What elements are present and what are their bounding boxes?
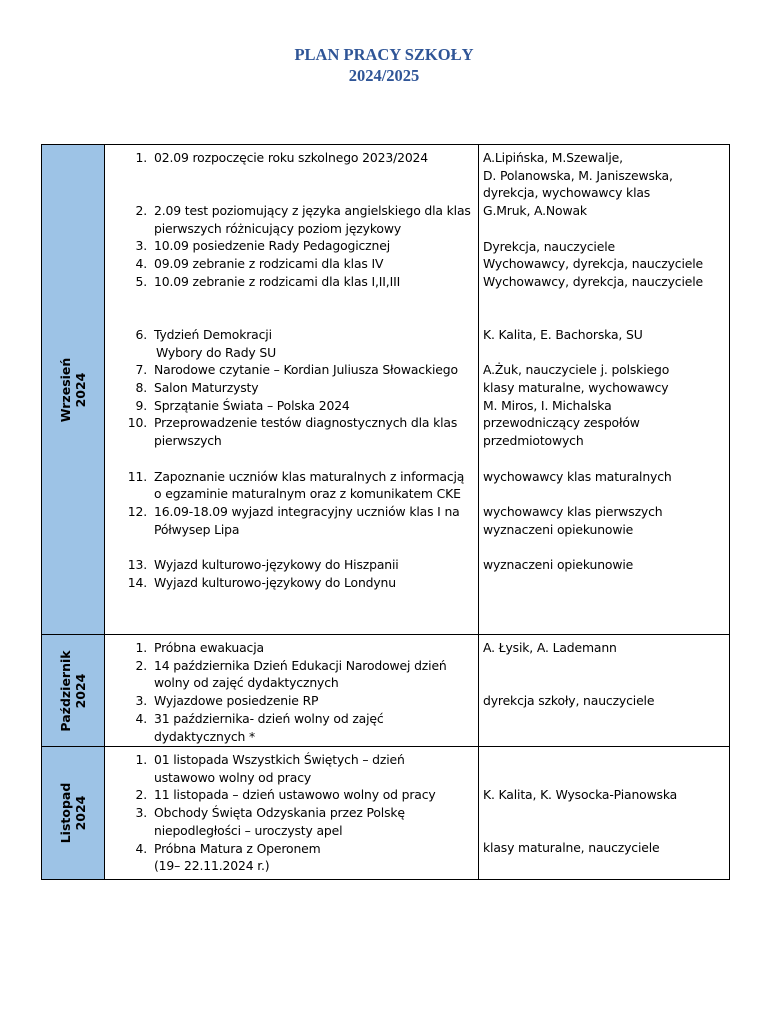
responsible-text: wyznaczeni opiekunowie	[483, 521, 634, 537]
event-item	[105, 574, 476, 592]
responsible-text: wyznaczeni opiekunowie	[483, 557, 634, 573]
event-item	[105, 538, 476, 556]
month-row	[42, 145, 730, 635]
events-cell	[105, 635, 479, 747]
responsible-text	[483, 822, 727, 840]
event-item	[105, 450, 476, 468]
event-number: 4.	[135, 840, 147, 856]
responsible-text: A.Lipińska, M.Szewalje,	[483, 150, 623, 165]
event-item	[105, 184, 476, 202]
responsible-text: D. Polanowska, M. Janiszewska,	[483, 167, 673, 183]
event-item	[105, 361, 476, 379]
responsible-list	[479, 747, 729, 857]
event-number: 3.	[135, 693, 147, 709]
responsible-cell	[479, 635, 730, 747]
event-item	[105, 414, 476, 449]
event-text: 10.09 posiedzenie Rady Pedagogicznej	[154, 238, 390, 254]
events-cell	[105, 747, 479, 880]
event-item	[105, 291, 476, 309]
responsible-text: wychowawcy klas maturalnych	[483, 468, 672, 484]
event-item	[105, 710, 476, 745]
event-text: Wyjazd kulturowo-językowy do Londynu	[154, 574, 396, 590]
event-item	[105, 591, 476, 609]
event-item	[105, 397, 476, 415]
responsible-text	[483, 308, 727, 326]
responsible-text: A.Żuk, nauczyciele j. polskiego	[483, 362, 670, 378]
event-text: Próbna Matura z Operonem	[154, 840, 321, 856]
event-text: pierwszych różnicujący poziom językowy	[154, 220, 402, 236]
event-number: 10.	[127, 415, 147, 431]
event-text: Wyjazdowe posiedzenie RP	[154, 693, 319, 709]
event-item	[105, 692, 476, 710]
responsible-text	[483, 450, 727, 468]
responsible-text	[483, 769, 727, 787]
event-item	[105, 273, 476, 291]
responsible-text: Wychowawcy, dyrekcja, nauczyciele	[483, 256, 703, 272]
responsible-text	[483, 291, 727, 309]
school-plan-table	[41, 144, 730, 880]
responsible-text	[483, 657, 727, 675]
event-text: 09.09 zebranie z rodzicami dla klas IV	[154, 256, 384, 272]
event-item	[105, 840, 476, 875]
event-item	[105, 639, 476, 657]
month-name: Październik	[58, 649, 73, 732]
event-text: ustawowo wolny od pracy	[154, 769, 312, 785]
event-number: 7.	[135, 362, 147, 378]
month-year: 2024	[73, 673, 88, 708]
event-number: 13.	[127, 557, 147, 573]
event-text: Tydzień Demokracji	[154, 326, 272, 342]
event-text	[154, 291, 476, 309]
event-number: 1.	[135, 752, 147, 767]
responsible-text: klasy maturalne, wychowawcy	[483, 380, 669, 396]
event-item	[105, 308, 476, 326]
responsible-text: K. Kalita, E. Bachorska, SU	[483, 326, 643, 342]
document-title: PLAN PRACY SZKOŁY	[294, 45, 474, 64]
event-number: 11.	[127, 468, 147, 484]
responsible-text	[483, 804, 727, 822]
event-text: Sprzątanie Świata – Polska 2024	[154, 397, 350, 413]
event-number: 14.	[127, 574, 147, 590]
event-item	[105, 556, 476, 574]
responsible-text: wychowawcy klas pierwszych	[483, 503, 663, 519]
responsible-list	[479, 635, 729, 710]
event-item	[105, 379, 476, 397]
month-label	[58, 650, 88, 731]
responsible-text	[483, 220, 727, 238]
event-text: Próbna ewakuacja	[154, 640, 264, 655]
responsible-text	[483, 751, 727, 769]
event-text	[154, 308, 476, 326]
month-row	[42, 635, 730, 747]
responsible-text: dyrekcja, wychowawcy klas	[483, 185, 651, 201]
event-item	[105, 202, 476, 237]
event-item	[105, 786, 476, 804]
event-text	[154, 538, 476, 556]
responsible-text: przewodniczący zespołów	[483, 415, 640, 431]
event-text: niepodległości – uroczysty apel	[154, 822, 343, 838]
event-text: Salon Maturzysty	[154, 380, 259, 396]
responsible-text: Dyrekcja, nauczyciele	[483, 238, 615, 254]
event-number: 8.	[135, 380, 147, 396]
event-text: Wybory do Rady SU	[156, 344, 277, 360]
event-number: 2.	[135, 787, 147, 803]
responsible-text: klasy maturalne, nauczyciele	[483, 840, 660, 856]
event-item	[105, 468, 476, 503]
event-number: 4.	[135, 256, 147, 272]
event-text	[154, 167, 476, 185]
event-number: 1.	[135, 640, 147, 655]
month-cell	[42, 747, 105, 880]
responsible-text: przedmiotowych	[483, 433, 584, 449]
event-text: 11 listopada – dzień ustawowo wolny od pracy	[154, 787, 436, 803]
event-number: 9.	[135, 397, 147, 413]
event-text: 10.09 zebranie z rodzicami dla klas I,II,III	[154, 273, 401, 289]
month-label	[58, 783, 88, 844]
event-text: Zapoznanie uczniów klas maturalnych z informacją	[154, 468, 465, 484]
responsible-text: dyrekcja szkoły, nauczyciele	[483, 693, 655, 709]
event-text	[154, 609, 476, 627]
month-cell	[42, 635, 105, 747]
event-text: 02.09 rozpoczęcie roku szkolnego 2023/2024	[154, 150, 429, 165]
event-item	[105, 804, 476, 839]
event-number: 5.	[135, 273, 147, 289]
event-item	[105, 149, 476, 167]
responsible-text: A. Łysik, A. Lademann	[483, 640, 617, 655]
event-text: 31 października- dzień wolny od zajęć	[154, 710, 384, 726]
responsible-text: M. Miros, I. Michalska	[483, 397, 612, 413]
event-number: 2.	[135, 657, 147, 673]
event-text	[154, 591, 476, 609]
month-cell	[42, 145, 105, 635]
responsible-text: K. Kalita, K. Wysocka-Pianowska	[483, 787, 678, 803]
responsible-text	[483, 674, 727, 692]
event-number: 4.	[135, 710, 147, 726]
event-item	[105, 237, 476, 255]
event-list	[105, 635, 478, 745]
event-number: 3.	[135, 238, 147, 254]
responsible-text	[483, 538, 727, 556]
responsible-text	[483, 344, 727, 362]
event-text: Obchody Święta Odzyskania przez Polskę	[154, 805, 405, 821]
event-list	[105, 747, 478, 875]
event-number: 6.	[135, 326, 147, 342]
event-item	[105, 344, 476, 362]
document-year: 2024/2025	[348, 66, 420, 85]
event-item	[105, 751, 476, 786]
month-name: Wrzesień	[58, 357, 73, 422]
event-item	[105, 609, 476, 627]
event-text: Narodowe czytanie – Kordian Juliusza Słowackiego	[154, 362, 458, 378]
month-year: 2024	[73, 795, 88, 831]
month-name: Listopad	[58, 782, 73, 844]
responsible-text: Wychowawcy, dyrekcja, nauczyciele	[483, 273, 703, 289]
event-item	[105, 167, 476, 185]
event-text	[154, 184, 476, 202]
event-item	[105, 255, 476, 273]
event-item	[105, 503, 476, 538]
responsible-cell	[479, 145, 730, 635]
event-text: Wyjazd kulturowo-językowy do Hiszpanii	[154, 557, 399, 573]
month-label	[58, 357, 88, 422]
event-text: (19– 22.11.2024 r.)	[154, 858, 270, 874]
event-number: 12.	[127, 503, 147, 519]
event-list	[105, 145, 478, 627]
event-text: 14 października Dzień Edukacji Narodowej dzień	[154, 657, 447, 673]
event-text: 01 listopada Wszystkich Świętych – dzień	[154, 752, 405, 767]
month-row	[42, 747, 730, 880]
responsible-cell	[479, 747, 730, 880]
event-text: pierwszych	[154, 433, 222, 449]
event-text	[154, 450, 476, 468]
event-number: 1.	[135, 150, 147, 165]
event-number: 3.	[135, 805, 147, 821]
event-text: 16.09-18.09 wyjazd integracyjny uczniów klas I na	[154, 503, 460, 519]
responsible-list	[479, 145, 729, 574]
document-header	[0, 44, 768, 86]
month-year: 2024	[73, 372, 88, 407]
events-cell	[105, 145, 479, 635]
event-text: Półwysep Lipa	[154, 521, 240, 537]
event-item	[105, 326, 476, 344]
responsible-text: G.Mruk, A.Nowak	[483, 203, 587, 219]
responsible-text	[483, 485, 727, 503]
event-text: 2.09 test poziomujący z języka angielskiego dla klas	[154, 203, 471, 219]
event-number: 2.	[135, 203, 147, 219]
event-text: o egzaminie maturalnym oraz z komunikatem CKE	[154, 486, 461, 502]
event-text: dydaktycznych *	[154, 728, 256, 744]
event-item	[105, 657, 476, 692]
event-text: wolny od zajęć dydaktycznych	[154, 675, 339, 691]
event-text: Przeprowadzenie testów diagnostycznych dla klas	[154, 415, 458, 431]
